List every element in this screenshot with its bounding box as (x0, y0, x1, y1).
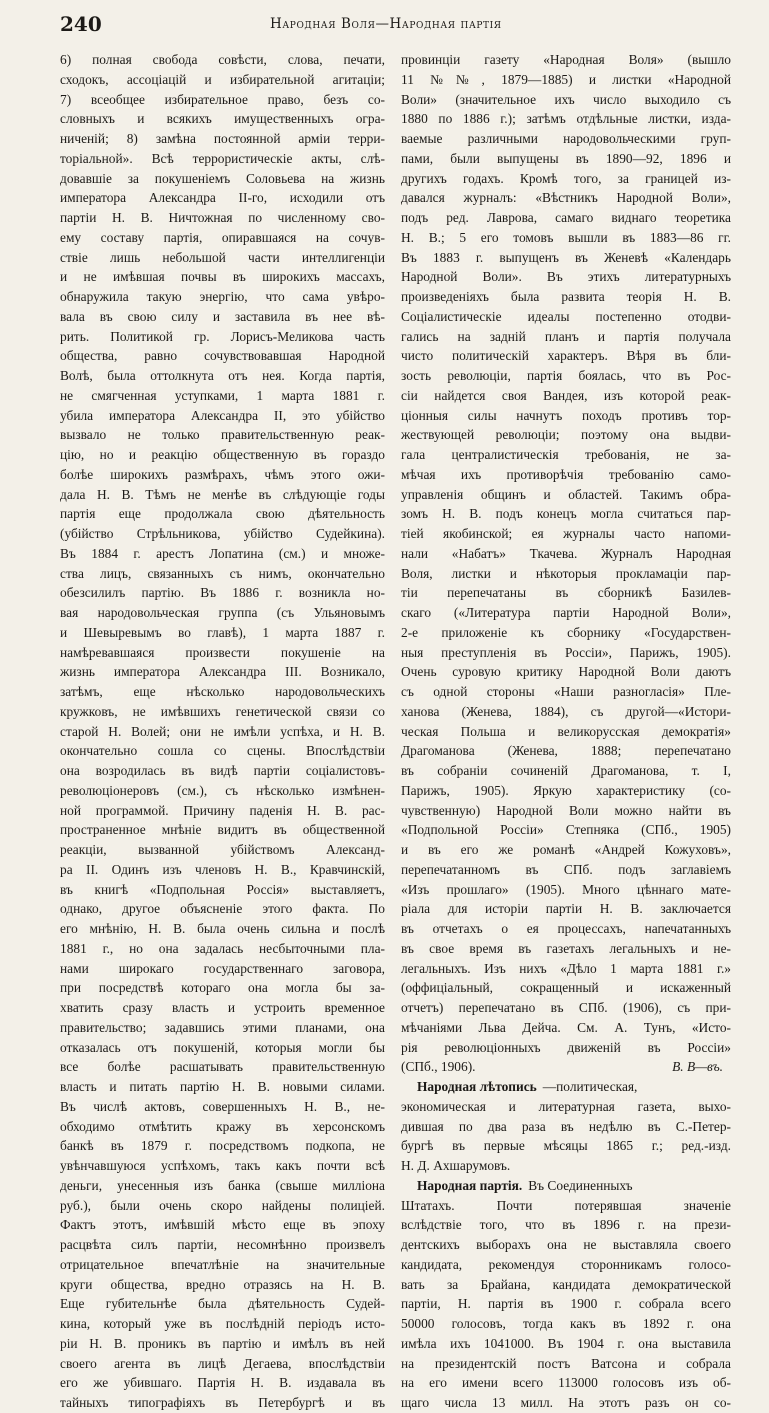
signature-line (401, 1057, 731, 1077)
text-line: ческая Польша и великорусская демократія» (401, 723, 731, 739)
text-line: своего агента въ лицѣ Дегаева, впослѣдствіи (60, 1355, 385, 1371)
text-line: однако, другое объясненіе этого факта. По (60, 901, 385, 917)
text-line: ему составу партія, опиравшаяся на сочув- (60, 229, 385, 245)
text-line: (оффиціальный, сокращенный и искаженный (401, 980, 731, 996)
text-line: и въ его же романѣ «Андрей Кожуховъ», (401, 842, 731, 857)
text-line: вая народовольческая группа (съ Ульяновымъ (60, 605, 385, 620)
text-line: ра II. Одинъ изъ членовъ Н. В., Кравчинскій, (60, 861, 385, 877)
text-line: имѣла ихъ 1041000. Въ 1904 г. она выставила (401, 1335, 731, 1351)
text-line: Еще губительнѣе была дѣятельность Судей- (60, 1296, 385, 1312)
text-line: круги общества, вредно отразясь на Н. В. (60, 1276, 385, 1292)
text-line: въ собраніи сочиненій Драгоманова, т. I, (401, 763, 731, 778)
text-line: и Шевыревымъ во главѣ), 1 марта 1887 г. (60, 624, 385, 640)
text-line: Н. В.; 5 его томовъ вышли въ 1883—86 гг. (401, 229, 731, 245)
text-line: кружковъ, не имѣвшихъ генетической связи со (60, 703, 385, 719)
text-line: зость революціи, партія боялась, что въ Рос- (401, 368, 731, 383)
text-line: въ книгѣ «Подпольная Россія» выставляетъ, (60, 881, 385, 897)
text-line: партія еще продолжала свою дѣятельность (60, 506, 385, 522)
text-line: на его имени всего 113000 голосовъ изъ об- (401, 1375, 731, 1391)
text-line: все болѣе расшатывать правительственную (60, 1059, 385, 1075)
text-line: 50000 голосовъ, тогда какъ въ 1892 г. она (401, 1316, 731, 1331)
text-line: старой Н. Волей; они не имѣли успѣха, и Н. В. (60, 723, 385, 739)
text-line: «Изъ прошлаго» (1905). Много цѣннаго мате- (401, 881, 731, 897)
text-line: руб.), были очень скоро найдены полиціей. (60, 1197, 385, 1213)
text-line: довавшіе за покушеніемъ Соловьева на жизнь (60, 170, 385, 186)
text-line: торіальной». Всѣ террористическіе акты, слѣ- (60, 150, 385, 166)
text-line: при посредствѣ котораго она могла бы за- (60, 980, 385, 996)
text-line: обнаружила такую энергію, что сама увѣро- (60, 289, 385, 304)
text-line: сходокъ, ассоціацій и избирательной агитаціи; (60, 71, 385, 87)
text-line: мѣчаніями Льва Дейча. См. А. Тунъ, «Исто- (401, 1019, 731, 1035)
text-line: тіей якобинской; ея журналы часто напоми- (401, 526, 731, 541)
text-line: ціонныя силы начнутъ походъ противъ тор- (401, 407, 731, 423)
entry-narodnaya-letopis-headword: Народная лѣтопись (417, 1079, 537, 1094)
text-line: ниченій; 8) замѣна постоянной арміи терри- (60, 131, 385, 146)
text-line: отрицательное впечатлѣніе на значительные (60, 1256, 385, 1272)
text-line: она возродилась въ видѣ партіи соціалистовъ- (60, 763, 385, 778)
text-line: дентскихъ выборахъ она не выставляла своего (401, 1237, 731, 1252)
text-line: тайныхъ типографіяхъ въ Петербургѣ и въ (60, 1395, 385, 1410)
text-line: окончательно сошла со сцены. Впослѣдствіи (60, 743, 385, 759)
text-line: 6) полная свобода совѣсти, слова, печати, (60, 52, 385, 67)
text-line: жествующей революціи; поэтому она выдви- (401, 427, 731, 443)
text-line: партіи, Н. партія въ 1900 г. собрала всего (401, 1296, 731, 1312)
page-header (60, 12, 720, 38)
text-line: кандидата, рекомендуя сторонникамъ голосо- (401, 1256, 731, 1272)
text-line: партіи Н. В. Ничтожная по численному сво- (60, 210, 385, 225)
text-line: не смягченная уступками, 1 марта 1881 г. (60, 387, 385, 403)
text-line: словныхъ и всякихъ имущественныхъ огра- (60, 111, 385, 127)
text-line: легальныхъ. Изъ нихъ «Дѣло 1 марта 1881 г.» (401, 960, 731, 976)
text-line: нали «Набатъ» Ткачева. Журналъ Народная (401, 545, 731, 561)
text-line: хватить сразу власть и устроить временное (60, 1000, 385, 1015)
text-line: 2-е приложеніе къ сборнику «Государствен- (401, 624, 731, 640)
text-line: цію, но и реакцію общественную въ гораздо (60, 447, 385, 462)
text-line: нами широкаго государственнаго заговора, (60, 960, 385, 976)
text-line: революціонеровъ (см.), съ нѣсколько измѣнен- (60, 782, 385, 798)
text-line: его же убившаго. Партія Н. В. издавала въ (60, 1375, 385, 1391)
entry-narodnaya-partiya-first-line (401, 1176, 731, 1196)
text-line: вслѣдствіе того, что въ 1896 г. на прези- (401, 1217, 731, 1233)
text-line: затѣмъ, еще нѣсколько народовольческихъ (60, 684, 385, 699)
text-line: произведеніяхъ была развита теорія Н. В. (401, 289, 731, 304)
text-line: управленія общинъ и областей. Такимъ обра- (401, 486, 731, 502)
text-line: ханова (Женева, 1884), съ другой—«Истори- (401, 703, 731, 719)
text-line: пространенное мнѣніе видитъ въ общественной (60, 822, 385, 838)
author-signature: В. В—въ. (672, 1059, 723, 1075)
text-line: убила императора Александра II, это убійство (60, 407, 385, 423)
entry-narodnaya-letopis-lead-text: —политическая, (542, 1079, 638, 1094)
text-line: ріи Н. В. проникъ въ партію и имѣлъ въ ней (60, 1335, 385, 1351)
text-line: на президентскій постъ Ватсона и собрала (401, 1355, 731, 1371)
text-line: вала въ свою силу и заставила въ нее вѣ- (60, 308, 385, 324)
running-title: Народная Воля—Народная партія (270, 16, 502, 32)
text-line: 1881 г., но она задалась несбыточными пла- (60, 940, 385, 956)
text-line: пами, были выпущены въ 1890—92, 1896 и (401, 150, 731, 166)
entry-narodnaya-letopis-first-line (401, 1077, 731, 1097)
text-line: рія революціонныхъ движеній въ Россіи» (401, 1039, 731, 1055)
text-line: и не имѣвшая почвы въ широкихъ массахъ, (60, 269, 385, 285)
text-line: 7) всеобщее избирательное право, безъ со- (60, 91, 385, 107)
text-line: 1880 по 1886 г.); затѣмъ отдѣльные листки, изда- (401, 111, 731, 127)
text-line: общества, равно сочувствовавшая Народной (60, 348, 385, 364)
text-line: Народной Воли». Въ этихъ литературныхъ (401, 269, 731, 285)
text-line: намѣревавшаяся произвести покушеніе на (60, 644, 385, 660)
text-line: чувственную) Народной Воли можно найти въ (401, 802, 731, 818)
text-line: тіи перепечатаны въ сборникѣ Базилев- (401, 585, 731, 601)
text-line: Воли» (значительное ихъ число выходило съ (401, 91, 731, 107)
text-line: Волѣ, была оттолкнута отъ нея. Когда партія, (60, 368, 385, 383)
text-line: Парижъ, 1905). Яркую характеристику (со- (401, 782, 731, 798)
text-line: отчетъ) перепечатано въ СПб. (1906), съ при- (401, 1000, 731, 1015)
text-line: Очень суровую критику Народной Воли даютъ (401, 664, 731, 680)
text-line: другихъ годахъ. Кромѣ того, за границей из- (401, 170, 731, 186)
text-line: отказалась отъ покушеній, которыя могли бы (60, 1039, 385, 1055)
text-line: провинціи газету «Народная Воля» (вышло (401, 52, 731, 67)
text-line: правительство; задавшись этими планами, она (60, 1019, 385, 1035)
text-line: экономическая и литературная газета, выхо- (401, 1098, 731, 1114)
text-line: Воля, листки и нѣкоторыя прокламаціи пар- (401, 565, 731, 581)
page-number: 240 (60, 12, 102, 36)
text-line: въ отчетахъ о ея процессахъ, напечатанныхъ (401, 921, 731, 936)
right-column (401, 50, 731, 1410)
text-line: зомъ Н. В. подъ конецъ могла считаться пар- (401, 506, 731, 522)
text-line: скаго («Литература партіи Народной Воли», (401, 605, 731, 620)
entry-narodnaya-partiya-headword: Народная партія. (417, 1177, 523, 1193)
text-line: подъ ред. Лаврова, самаго виднаго теоретика (401, 210, 731, 225)
text-line: Соціалистическіе идеалы постепенно отодви- (401, 308, 731, 324)
text-line: (убійство Стрѣльникова, убійство Судейкина). (60, 526, 385, 541)
text-line: Въ числѣ актовъ, совершенныхъ Н. В., не- (60, 1098, 385, 1114)
text-line: Н. Д. Ахшарумовъ. (401, 1158, 511, 1173)
text-line: вать за Брайана, кандидата демократической (401, 1276, 731, 1292)
text-line: въ свое время въ газетахъ легальныхъ и не- (401, 940, 731, 956)
text-line: рить. Политикой гр. Лорисъ-Меликова часть (60, 328, 385, 344)
text-line: ства лицъ, связанныхъ съ нимъ, окончательно (60, 565, 385, 581)
text-line: перепечатанномъ въ СПб. подъ заглавіемъ (401, 861, 731, 877)
text-line: обезсилилъ партію. Въ 1886 г. возникла но- (60, 585, 385, 601)
text-line: ствіе лишь небольшой части интеллигенціи (60, 249, 385, 265)
text-line: Фактъ этотъ, имѣвшій мѣсто еще въ эпоху (60, 1217, 385, 1233)
text-line: обходимо отмѣтить кражу въ херсонскомъ (60, 1118, 385, 1134)
text-line: щаго числа 13 милл. На этотъ разъ он со- (401, 1395, 731, 1410)
text-line: ной программой. Причину паденія Н. В. рас- (60, 802, 385, 818)
text-line: реакціи, вызванной убійствомъ Александ- (60, 842, 385, 857)
text-line: императора Александра II-го, исходили отъ (60, 190, 385, 206)
text-line: съ одной стороны «Наши разногласія» Пле- (401, 684, 731, 699)
text-line: чисто политическій характеръ. Вѣря въ бли- (401, 348, 731, 364)
citation-text: (СПб., 1906). (401, 1059, 476, 1075)
text-line: власть и питать партію Н. В. новыми силами. (60, 1079, 385, 1094)
text-line: Въ 1883 г. выпущенъ въ Женевѣ «Календарь (401, 249, 731, 265)
text-line: «Подпольной Россіи» Степняка (СПб., 1905) (401, 822, 731, 838)
text-line: Штатахъ. Почти потерявшая значеніе (401, 1197, 731, 1213)
text-line: гала централистическія требованія, не за- (401, 447, 731, 462)
text-line: деньги, унесенныя изъ банка (свыше милліона (60, 1177, 385, 1193)
text-line: ріала для исторіи партіи Н. В. заключается (401, 901, 731, 917)
text-line: гались на задній планъ и партія получала (401, 328, 731, 344)
text-line: Драгоманова (Женева, 1888; перепечатано (401, 743, 731, 759)
entry-narodnaya-partiya-lead-text: Въ Соединенныхъ (528, 1177, 633, 1193)
text-line: 11 №№, 1879—1885) и листки «Народной (401, 71, 731, 87)
text-line: увѣнчавшуюся успѣхомъ, такъ какъ почти всѣ (60, 1158, 385, 1173)
text-line: давался журналъ: «Вѣстникъ Народной Воли», (401, 190, 731, 206)
text-line: банкѣ въ 1879 г. посредствомъ подкопа, не (60, 1138, 385, 1154)
text-line: дала Н. В. Тѣмъ не менѣе въ слѣдующіе годы (60, 486, 385, 502)
text-line: мѣчая ихъ противорѣчія требованію само- (401, 466, 731, 482)
text-line: ваемые различными народовольческими груп- (401, 131, 731, 146)
text-line: болѣе широкихъ размѣрахъ, чѣмъ этого ожи- (60, 466, 385, 482)
text-line: жизнь императора Александра III. Возникало, (60, 664, 385, 680)
text-line: бургѣ въ первые мѣсяцы 1865 г.; ред.-изд. (401, 1138, 731, 1154)
text-line: кина, который уже въ послѣдній періодъ исто- (60, 1316, 385, 1331)
text-line: расцвѣта силъ партіи, несомнѣнно произвелъ (60, 1237, 385, 1252)
text-line: его мнѣнію, Н. В. была очень сильна и послѣ (60, 921, 385, 936)
text-line: Въ 1884 г. арестъ Лопатина (см.) и множе- (60, 545, 385, 561)
text-line: ныя преступленія въ Россіи», Парижъ, 1905). (401, 644, 731, 660)
text-line: вызвало не только правительственную реак- (60, 427, 385, 443)
text-line: дившая по два раза въ недѣлю въ С.-Петер- (401, 1118, 731, 1134)
text-line: сіи найдется своя Вандея, изъ которой реак- (401, 387, 731, 403)
left-column (60, 50, 385, 1410)
